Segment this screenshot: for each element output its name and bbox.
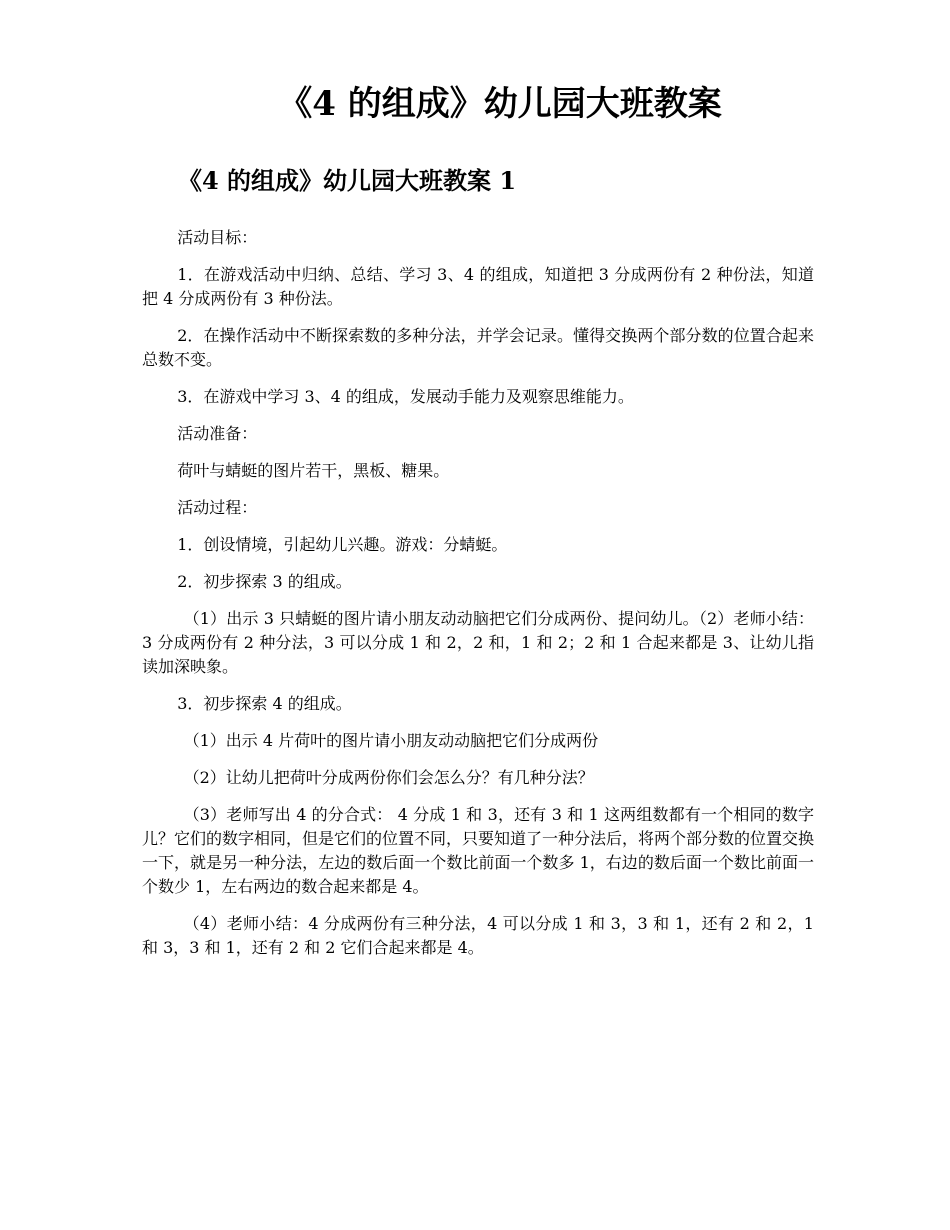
- paragraph-goal-1: 1．在游戏活动中归纳、总结、学习 3、4 的组成，知道把 3 分成两份有 2 种份法，知道把 4 分成两份有 3 种份法。: [142, 265, 814, 308]
- document-title: 《4 的组成》幼儿园大班教案: [278, 84, 722, 124]
- paragraph-preparation: 荷叶与蜻蜓的图片若干，黑板、糖果。: [177, 461, 450, 480]
- paragraph-activity-goals-heading: 活动目标：: [177, 228, 258, 247]
- paragraph-process-heading: 活动过程：: [177, 498, 258, 517]
- paragraph-goal-2: 2．在操作活动中不断探索数的多种分法，并学会记录。懂得交换两个部分数的位置合起来总数不变。: [142, 326, 814, 369]
- paragraph-process-step-2-detail: （1）出示 3 只蜻蜓的图片请小朋友动动脑把它们分成两份、提问幼儿。（2）老师小结：3 分成两份有 2 种分法，3 可以分成 1 和 2，2 和，1 和 2；2 和 1 合起来都是 3、让幼儿指读加深映象。: [142, 609, 814, 676]
- document-body: [142, 226, 814, 973]
- paragraph-preparation-heading: 活动准备：: [177, 424, 258, 443]
- paragraph-process-step-3-3: （3）老师写出 4 的分合式： 4 分成 1 和 3，还有 3 和 1 这两组数都有一个相同的数字儿？它们的数字相同，但是它们的位置不同，只要知道了一种分法后，将两个部分数的位置交换一下，就是另一种分法，左边的数后面一个数比前面一个数多 1，右边的数后面一个数比前面一个数少 1，左右两边的数合起来都是 4。: [142, 805, 815, 896]
- paragraph-process-step-2: 2．初步探索 3 的组成。: [177, 572, 352, 591]
- paragraph-goal-3: 3．在游戏中学习 3、4 的组成，发展动手能力及观察思维能力。: [177, 387, 634, 406]
- section-title: 《4 的组成》幼儿园大班教案 1: [178, 166, 517, 195]
- paragraph-process-step-3: 3．初步探索 4 的组成。: [177, 694, 352, 713]
- paragraph-process-step-3-1: （1）出示 4 片荷叶的图片请小朋友动动脑把它们分成两份: [183, 731, 599, 750]
- paragraph-process-step-1: 1．创设情境，引起幼儿兴趣。游戏：分蜻蜓。: [177, 535, 508, 554]
- paragraph-process-step-3-2: （2）让幼儿把荷叶分成两份你们会怎么分？有几种分法？: [183, 768, 594, 787]
- paragraph-process-step-3-4: （4）老师小结：4 分成两份有三种分法，4 可以分成 1 和 3，3 和 1，还有 2 和 2，1 和 3，3 和 1，还有 2 和 2 它们合起来都是 4。: [142, 914, 814, 957]
